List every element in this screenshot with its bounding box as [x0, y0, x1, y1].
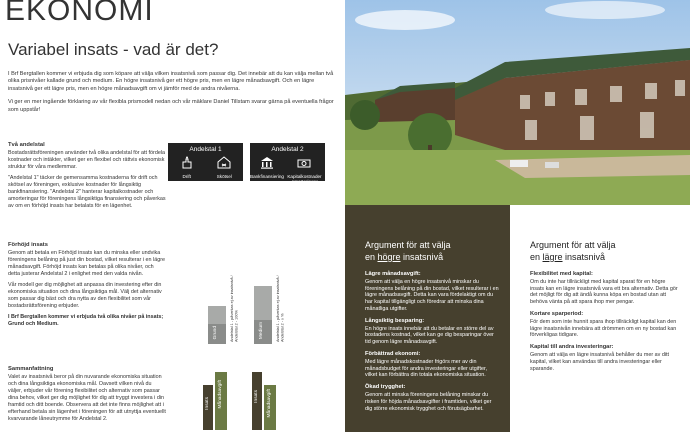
higher-item-1-heading: Lägre månadsavgift:	[365, 271, 421, 277]
higher-underlined: högre	[377, 252, 401, 262]
higher-item-4-heading: Ökad trygghet:	[365, 384, 406, 391]
medium-manadsavgift-label: Månadsavgift	[267, 389, 272, 418]
andelstal-section	[8, 142, 166, 214]
lower-item-1-heading: Flexibilitet med kapital:	[530, 271, 593, 277]
medium-manadsavgift-bar	[264, 385, 276, 430]
medium-label: Medium	[259, 322, 264, 340]
forhojd-heading: Förhöjd insats	[8, 242, 48, 248]
andelstal-paragraph-1: Bostadsrättsföreningen använder två olika andelstal för att fördela kostnader och intäkter, vilket ger en flexibel och rättvis ekonomisk struktur för våra medlemmar.	[8, 150, 166, 170]
grund-note: Andelstal 1 - påverkas ej av insatsnivå / Andelstal 2 - 100%	[230, 275, 239, 342]
higher-item-2-text: En högre insats innebär att du betalar en större del av bostadens kostnad, vilket kan ge dig besparingar över tid genom lägre månadsavgift.	[365, 325, 494, 346]
andelstal-1-box	[168, 143, 243, 181]
grund-bar	[208, 324, 226, 344]
housing-photo	[345, 0, 690, 205]
lower-item-3-heading: Kapital till andra investeringar:	[530, 344, 614, 351]
lower-item-2-text: För dem som inte hunnit spara ihop tillräckligt kapital kan den lägre insatsnivån innebära att drömmen om en ny bostad kan förverkligas tidigare.	[530, 318, 677, 339]
lower-item-2-heading: Kortare sparperiod:	[530, 310, 584, 317]
skotsel-icon	[216, 156, 232, 169]
insats-diagram	[200, 260, 335, 432]
brand-title: EKONOMI	[5, 0, 154, 27]
forhojd-paragraph-3: I Brf Bergtallen kommer vi erbjuda två olika nivåer på insats; Grund och Medium.	[8, 314, 164, 327]
grund-label: Grund	[213, 326, 218, 340]
sammanfattning-paragraph: Valet av insatsnivå beror på din nuvarande ekonomiska situation och dina långsiktiga ekonomiska mål. Oavsett vilken nivå du väljer, erbjuder vår förening flexibilitet och alternativ som passar dina behov, vilket ger dig möjlighet för dig att tryggt investera i din framtid och ditt boende. Observera att det inte finns möjlighet att i efterhand betala sin lägenhet i föreningen för att utnyttja eventuellt kvarvarande låneutrymme för Andelstal 2.	[8, 374, 166, 422]
intro-paragraph-1: I Brf Bergtallen kommer vi erbjuda dig som köpare att välja vilken insatsnivå som passar dig. Det innebär att du kan välja mellan två olika prisnivåer kallade grund och medium. En högre insatsnivå ger ett högre pris, men en lägre månadsavgift. Och en lägre insatsnivå ger ett lägre pris, men en högre månadsavgift om vi jämför med de andra nivåerna.	[8, 71, 334, 92]
bankfinansiering-label: Bankfinansiering	[250, 174, 284, 179]
higher-insats-panel	[345, 205, 510, 432]
lower-item-1-text: Om du inte har tillräckligt med kapital sparat för en högre insats kan en lägre insatsnivå vara ett bra alternativ. Detta gör det möjligt för dig att ändå kunna köpa en bostad utan att behöva vänta på att spara ihop mer pengar.	[530, 278, 678, 306]
forhojd-section	[8, 242, 166, 332]
grund-manadsavgift-bar	[215, 372, 227, 430]
higher-item-3-heading: Förbättrad ekonomi:	[365, 350, 421, 357]
medium-insats-bar	[252, 372, 262, 430]
sammanfattning-section	[8, 366, 166, 427]
intro-paragraph-2: Vi ger en mer ingående förklaring av vår flexibla prismodell nedan och vår mäklare Daniel Tillstam svarar gärna på eventuella frågor som uppstår!	[8, 99, 334, 113]
lower-insats-panel	[510, 205, 690, 432]
higher-item-1-text: Genom att välja en högre insatsnivå minskar du föreningens belåning på din bostad, vilket resulterar i en lägre månadsavgift. Detta kan vara fördelaktigt om du har kapital tillgängligt och föredrar att minska dina månatliga utgifter.	[365, 278, 499, 312]
lower-item-3-text: Genom att välja en lägre insatsnivå behåller du mer av ditt kapital, vilket kan användas till andra investeringar eller sparande.	[530, 351, 670, 372]
sammanfattning-heading: Sammanfattning	[8, 366, 54, 372]
medium-bar	[254, 320, 272, 344]
andelstal-2-title: Andelstal 2	[271, 146, 304, 153]
money-icon	[296, 156, 312, 169]
forhojd-paragraph-2: Vår modell ger dig möjlighet att anpassa din investering efter din ekonomiska situation och dina långsiktiga mål. Välj det alternativ som passar dig bäst och dra nytta av den flexibilitet som vår bostadsrättsförening erbjuder.	[8, 282, 162, 309]
higher-item-4-text: Genom att minska föreningens belåning minskar du risken för höjda månadsavgifter i framtiden, vilket ger dig större ekonomisk trygghet och förutsägbarhet.	[365, 391, 492, 412]
higher-item-2-heading: Långsiktig besparing:	[365, 317, 425, 324]
drift-icon	[179, 156, 195, 169]
forhojd-paragraph-1: Genom att betala en Förhöjd insats kan du minska eller undvika föreningens belåning på just din bostad, vilket resulterar i en lägre månadsavgift. Förhöjd insats kan betalas på olika nivåer, och detta justerar Andelstal 2 i enlighet med den valda nivån.	[8, 250, 166, 277]
lower-panel-title: Argument för att välja en lägre insatsnivå	[530, 240, 616, 262]
lower-underlined: lägre	[542, 252, 563, 262]
andelstal-paragraph-2: "Andelstal 1" täcker de gemensamma kostnaderna för drift och skötsel av föreningen, exklusive kostnader för långsiktig bankfinansiering. "Andelstal 2" hanterar kapitalkostnader och amorteringar för föreningens långsiktiga finansiering och påverkas av om en förhöjd insats har betalats för en lägenhet.	[8, 175, 166, 209]
grund-insats-label: Insats	[205, 397, 210, 410]
grund-insats-bar	[203, 385, 213, 430]
bank-icon	[259, 156, 275, 169]
lower-panel-body	[530, 271, 680, 372]
medium-note: Andelstal 1 - påverkas ej av insatsnivå / Andelstal 2 - x %	[276, 275, 285, 342]
drift-label: Drift	[182, 174, 191, 179]
higher-item-3-text: Med lägre månadskostnader frigörs mer av din månadsbudget för andra investeringar eller utgifter, vilket kan förbättra din totala ekonomiska situation.	[365, 358, 487, 379]
kapitalkostnader-label: Kapitalkostnader Amorteringar	[287, 174, 322, 184]
medium-insats-label: Insats	[254, 390, 259, 403]
higher-panel-title: Argument för att välja en högre insatsnivå	[365, 240, 451, 262]
andelstal-2-box	[250, 143, 325, 184]
intro-text	[8, 71, 338, 120]
higher-panel-body	[365, 271, 500, 412]
andelstal-1-title: Andelstal 1	[189, 146, 222, 153]
andelstal-heading: Två andelstal	[8, 142, 45, 148]
page-headline: Variabel insats - vad är det?	[8, 40, 219, 59]
grund-manadsavgift-label: Månadsavgift	[218, 380, 223, 409]
skotsel-label: Skötsel	[216, 174, 232, 179]
